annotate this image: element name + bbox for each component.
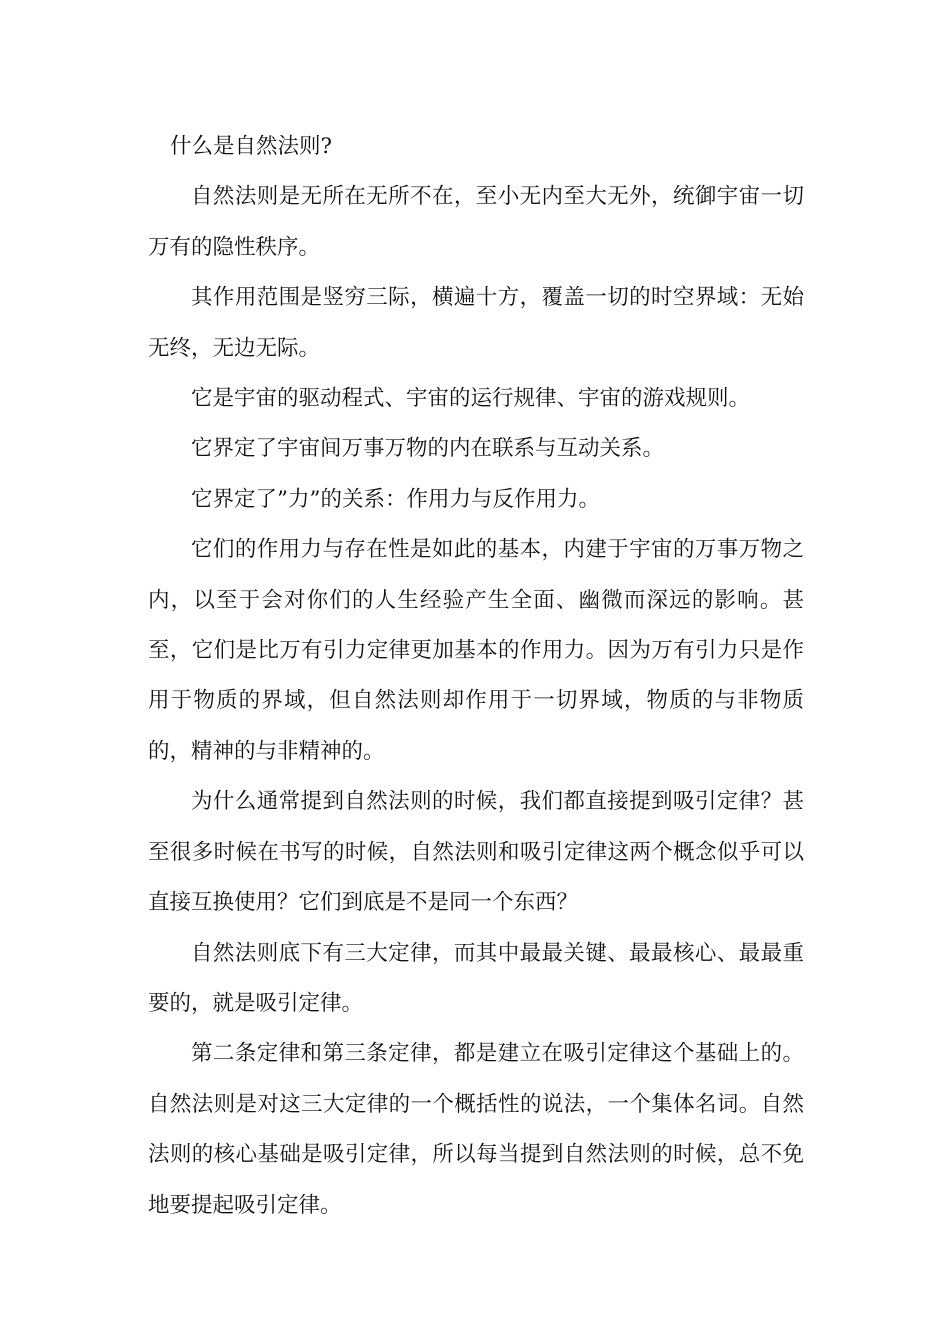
paragraph-4: 它界定了宇宙间万事万物的内在联系与互动关系。 xyxy=(191,436,665,462)
paragraph-7: 为什么通常提到自然法则的时候，我们都直接提到吸引定律？甚至很多时候在书写的时候，自然法则和吸引定律这两个概念似乎可以直接互换使用？它们到底是不是同一个东西？ xyxy=(148,789,804,916)
paragraph-2: 其作用范围是竖穷三际，横遍十方，覆盖一切的时空界域：无始无终，无边无际。 xyxy=(148,285,804,361)
paragraph-6: 它们的作用力与存在性是如此的基本，内建于宇宙的万事万物之内，以至于会对你们的人生经验产生全面、幽微而深远的影响。甚至，它们是比万有引力定律更加基本的作用力。因为万有引力只是作用于物质的界域，但自然法则却作用于一切界域，物质的与非物质的，精神的与非精神的。 xyxy=(148,537,804,764)
paragraph-3: 它是宇宙的驱动程式、宇宙的运行规律、宇宙的游戏规则。 xyxy=(191,386,751,412)
document-body xyxy=(148,122,804,1231)
paragraph-9: 第二条定律和第三条定律，都是建立在吸引定律这个基础上的。自然法则是对这三大定律的一个概括性的说法，一个集体名词。自然法则的核心基础是吸引定律，所以每当提到自然法则的时候，总不免地要提起吸引定律。 xyxy=(148,1041,804,1218)
section-heading: 什么是自然法则? xyxy=(170,134,333,159)
paragraph-8: 自然法则底下有三大定律，而其中最最关键、最最核心、最最重要的，就是吸引定律。 xyxy=(148,940,804,1016)
paragraph-1: 自然法则是无所在无所不在，至小无内至大无外，统御宇宙一切万有的隐性秩序。 xyxy=(148,184,804,260)
paragraph-5: 它界定了”力”的关系：作用力与反作用力。 xyxy=(191,486,600,512)
